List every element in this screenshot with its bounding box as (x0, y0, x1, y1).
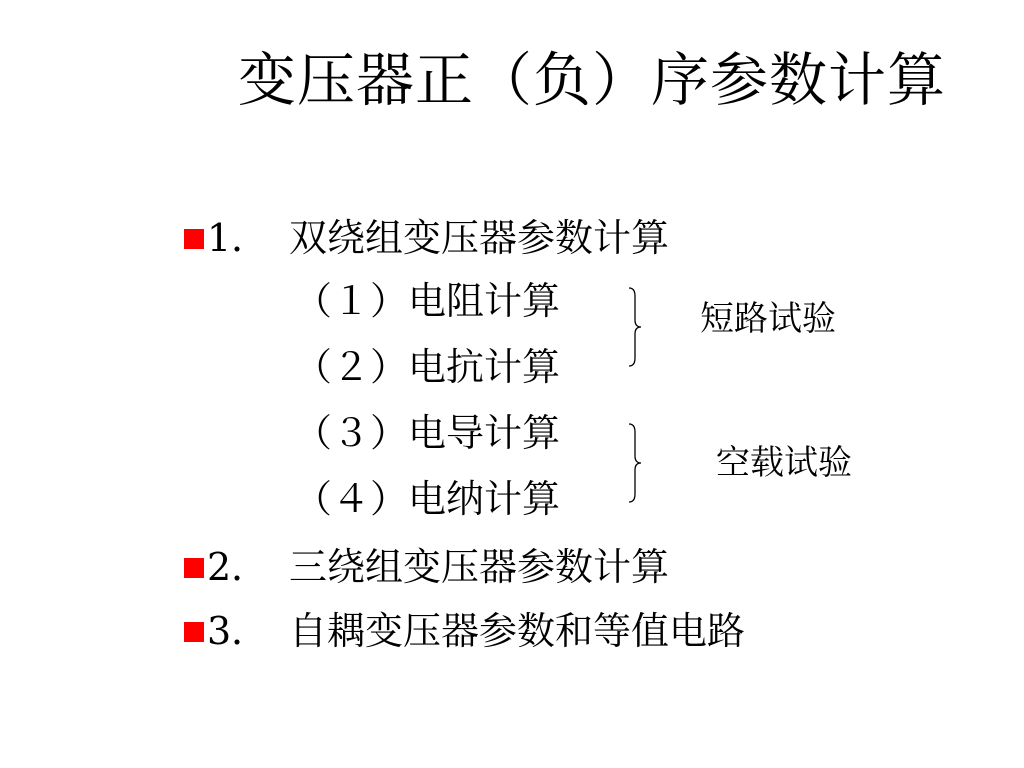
red-square-bullet-icon (184, 229, 204, 249)
red-square-bullet-icon (184, 622, 204, 642)
right-curly-brace-icon (626, 286, 644, 368)
sub-item-1: （１）电阻计算 (294, 279, 561, 323)
group-label-no-load: 空载试验 (716, 443, 852, 483)
list-item-1 (184, 214, 669, 262)
item-number: 1． (207, 216, 270, 260)
list-item-3 (184, 607, 745, 655)
item-text: 三绕组变压器参数计算 (289, 545, 670, 589)
item-text: 双绕组变压器参数计算 (289, 216, 670, 260)
sub-item-4: （４）电纳计算 (294, 477, 561, 521)
item-number: 2． (207, 545, 270, 589)
sub-item-2: （２）电抗计算 (294, 345, 561, 389)
item-number: 3． (207, 609, 270, 653)
right-curly-brace-icon (626, 422, 644, 504)
group-label-short-circuit: 短路试验 (700, 299, 836, 339)
red-square-bullet-icon (184, 558, 204, 578)
item-text: 自耦变压器参数和等值电路 (289, 609, 746, 653)
slide-title: 变压器正（负）序参数计算 (238, 46, 947, 114)
list-item-2 (184, 543, 669, 591)
sub-item-3: （３）电导计算 (294, 411, 561, 455)
